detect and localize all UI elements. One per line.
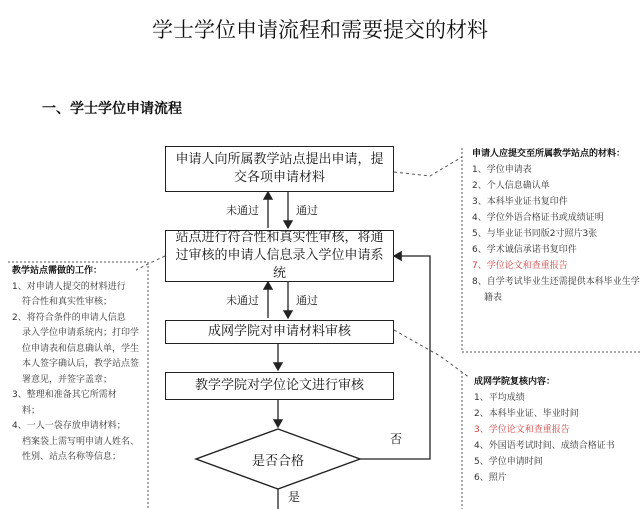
review-item-highlight: 3、学位论文和查重报告 bbox=[474, 425, 570, 435]
materials-item: 3、本科毕业证书复印件 bbox=[472, 197, 568, 207]
review-item: 5、学位申请时间 bbox=[474, 457, 543, 467]
review-item: 1、平均成绩 bbox=[474, 393, 525, 403]
fail-label-2: 未通过 bbox=[226, 294, 259, 307]
review-item: 4、外国语考试时间、成绩合格证书 bbox=[474, 441, 615, 451]
review-heading: 成网学院复核内容： bbox=[474, 377, 556, 387]
station-work-line: 符合性和真实性审核； bbox=[22, 297, 113, 307]
materials-note bbox=[472, 146, 638, 306]
materials-item: 8、自学考试毕业生还需提供本科毕业生学 bbox=[472, 277, 640, 287]
materials-item-highlight: 7、学位论文和查重报告 bbox=[472, 261, 568, 271]
station-work-line: 录入学位申请系统内；打印学 bbox=[22, 328, 140, 338]
station-work-line: 档案袋上需写明申请人姓名、 bbox=[22, 436, 140, 447]
station-work-line: 2、将符合条件的申请人信息 bbox=[12, 312, 126, 323]
station-work-line: 料； bbox=[22, 405, 41, 416]
step-apply-text: 申请人向所属教学站点提出申请，提交各项申请材料 bbox=[175, 152, 384, 185]
review-note bbox=[474, 374, 638, 486]
materials-item: 6、学术诚信承诺书复印件 bbox=[472, 245, 577, 255]
decision-label: 是否合格 bbox=[251, 454, 304, 469]
step-station-review-box bbox=[165, 230, 394, 282]
station-work-line: 3、整理和准备其它所需材 bbox=[12, 390, 117, 400]
station-work-line: 本人签字确认后，教学站点签 bbox=[22, 359, 140, 369]
callout-review bbox=[394, 330, 470, 378]
no-label: 否 bbox=[390, 432, 403, 446]
materials-item: 1、学位申请表 bbox=[472, 165, 532, 175]
yes-label: 是 bbox=[288, 490, 301, 504]
materials-item-cont: 籍表 bbox=[484, 293, 503, 303]
step-thesis-review-text: 教学学院对学位论文进行审核 bbox=[194, 378, 364, 393]
materials-item: 4、学位外语合格证书或成绩证明 bbox=[472, 213, 604, 223]
station-work-note bbox=[12, 264, 146, 466]
materials-heading: 申请人应提交至所属教学站点的材料： bbox=[472, 149, 626, 159]
step-thesis-review-box bbox=[165, 372, 394, 400]
pass-label-2: 通过 bbox=[296, 294, 318, 307]
section-heading: 一、学士学位申请流程 bbox=[42, 101, 182, 117]
page-title: 学士学位申请流程和需要提交的材料 bbox=[152, 18, 488, 42]
materials-item: 2、个人信息确认单 bbox=[472, 181, 550, 191]
pass-label-1: 通过 bbox=[296, 204, 318, 217]
materials-item: 5、与毕业证书同版2寸照片3张 bbox=[472, 229, 598, 239]
arrow-no-loop bbox=[360, 256, 430, 459]
station-work-heading: 教学站点需做的工作： bbox=[12, 266, 103, 276]
callout-materials bbox=[394, 157, 462, 176]
station-work-line: 性别、站点名称等信息； bbox=[22, 452, 122, 462]
station-work-line: 位申请表和信息确认单，学生 bbox=[22, 343, 140, 354]
review-item: 6、照片 bbox=[474, 473, 507, 483]
station-work-line: 署意见，并签字盖章； bbox=[22, 374, 113, 385]
fail-label-1: 未通过 bbox=[226, 204, 259, 217]
station-work-line: 1、对申请人提交的材料进行 bbox=[12, 281, 126, 292]
review-item: 2、本科毕业证、毕业时间 bbox=[474, 409, 579, 419]
step-college-review-box bbox=[165, 320, 394, 344]
step-college-review-text: 成网学院对申请材料审核 bbox=[207, 324, 351, 339]
station-work-line: 4、一人一袋存放申请材料； bbox=[12, 421, 126, 431]
step-apply-box bbox=[165, 146, 394, 192]
step-station-review-text: 站点进行符合性和真实性审核，将通过审核的申请人信息录入学位申请系统 bbox=[175, 230, 384, 281]
